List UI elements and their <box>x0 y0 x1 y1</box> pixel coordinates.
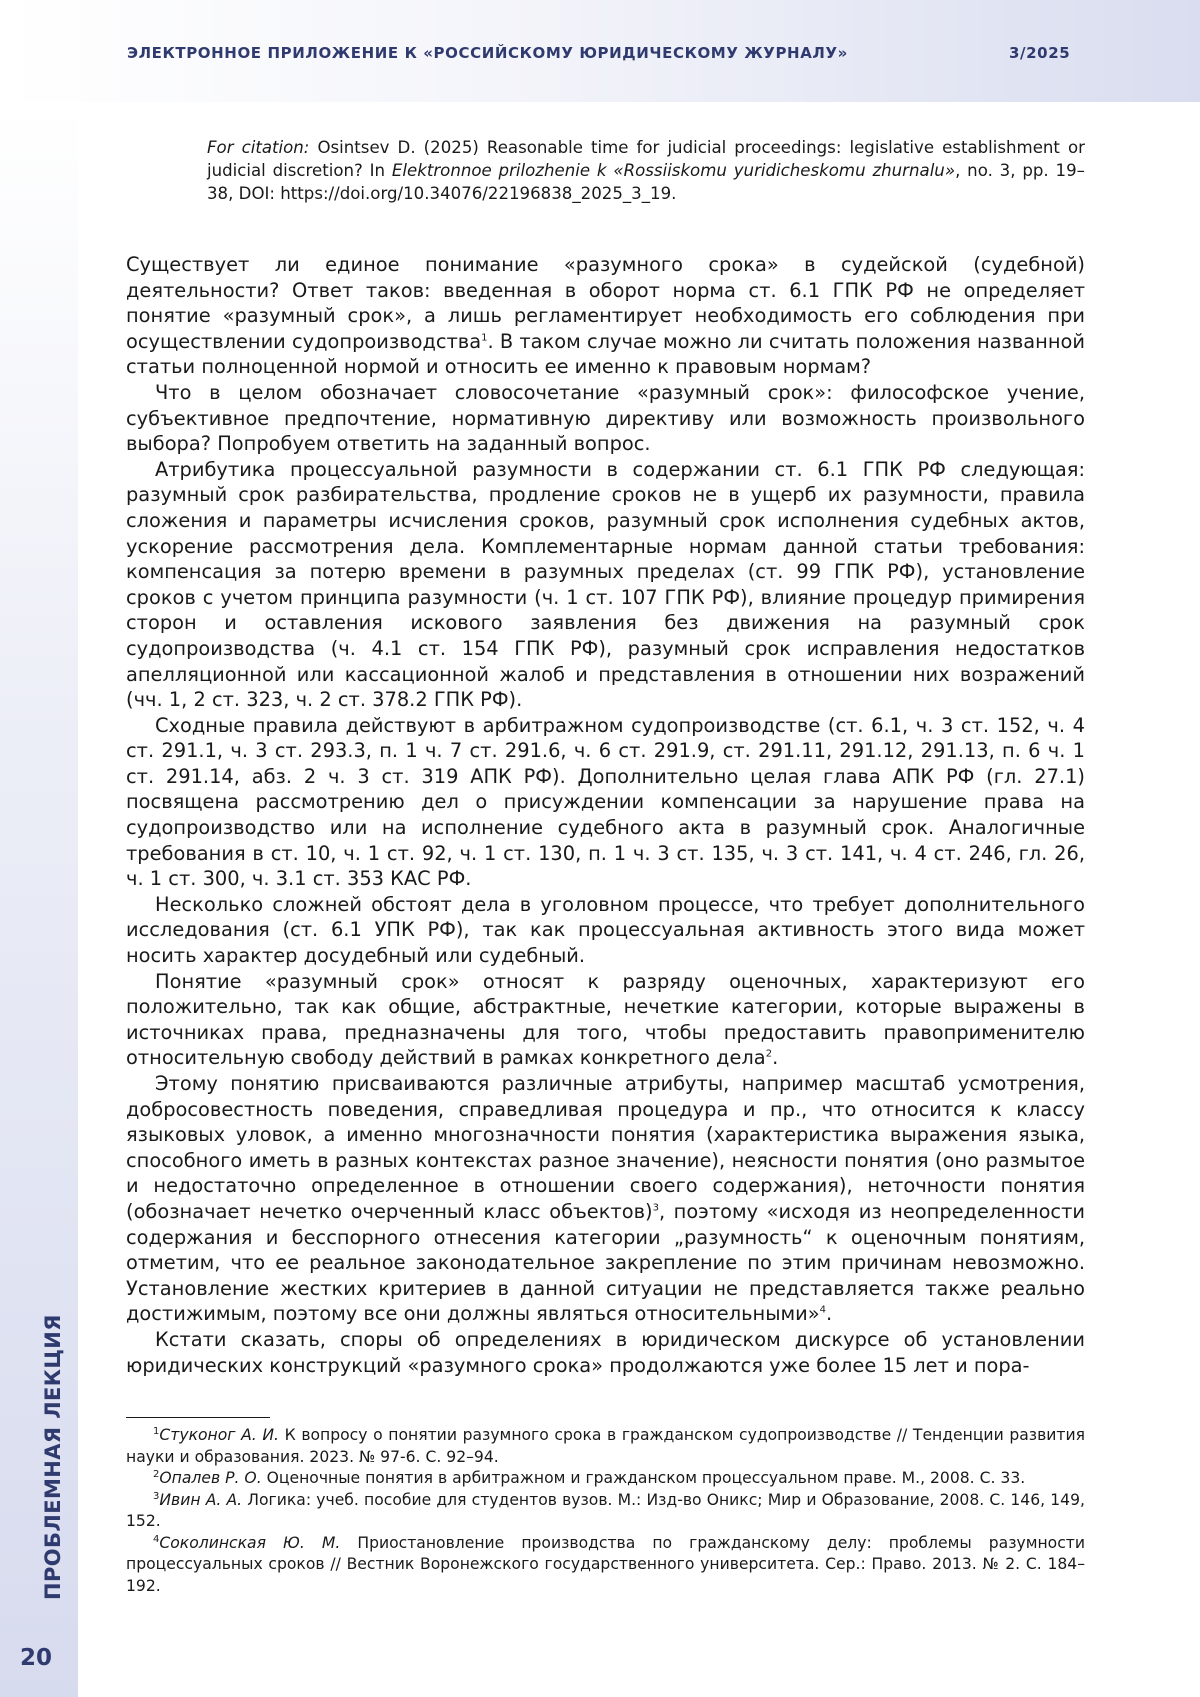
paragraph <box>126 252 1085 380</box>
footnote-ref: 1 <box>481 332 487 343</box>
footnote <box>126 1533 1085 1598</box>
citation-journal: Elektronnoe prilozhenie k «Rossiiskomu yuridicheskomu zhurnalu» <box>392 161 955 180</box>
footnote-text: К вопросу о понятии разумного срока в гражданском судопроизводстве // Тенденции развития науки и образования. 2023. № 97-6. С. 92–94. <box>126 1426 1085 1466</box>
paragraph <box>126 969 1085 1071</box>
journal-title: ЭЛЕКТРОННОЕ ПРИЛОЖЕНИЕ К «РОССИЙСКОМУ ЮРИДИЧЕСКОМУ ЖУРНАЛУ» <box>127 44 848 62</box>
footnote-author: Стуконог А. И. <box>159 1426 279 1444</box>
footnote-number: 3 <box>153 1490 159 1501</box>
citation-label: For citation: <box>207 138 309 157</box>
footnote-text: Приостановление производства по гражданскому делу: проблемы разумности процессуальных сроков // Вестник Воронежского государственного университета. Сер.: Право. 2013. № 2. С. 184–192. <box>126 1534 1085 1595</box>
footnote <box>126 1468 1085 1490</box>
paragraph-text: . <box>826 1302 832 1325</box>
footnote-text: Логика: учеб. пособие для студентов вузов. М.: Изд-во Оникс; Мир и Образование, 2008. С. 146, 149, 152. <box>126 1491 1085 1531</box>
paragraph-text: Существует ли единое понимание «разумного срока» в судейской (судебной) деятельности? Ответ таков: введенная в оборот норма ст. 6.1 ГПК РФ не определяет понятие «разумный срок», а лишь регламентирует необходимость его соблюдения при осуществлении судопроизводства <box>126 253 1085 353</box>
footnote-ref: 4 <box>820 1305 826 1316</box>
article-body <box>126 252 1085 1378</box>
paragraph: Атрибутика процессуальной разумности в содержании ст. 6.1 ГПК РФ следующая: разумный срок разбирательства, продление сроков не в ущерб их разумности, правила сложения и параметры исчисления сроков, разумный срок исполнения судебных актов, ускорение рассмотрения дела. Комплементарные нормам данной статьи требования: компенсация за потерю времени в разумных пределах (ст. 99 ГПК РФ), установление сроков с учетом принципа разумности (ч. 1 ст. 107 ГПК РФ), влияние процедур примирения сторон и оставления искового заявления без движения на разумный срок судопроизводства (ч. 4.1 ст. 154 ГПК РФ), разумный срок исправления недостатков апелляционной или кассационной жалоб и представления в отношении них возражений (чч. 1, 2 ст. 323, ч. 2 ст. 378.2 ГПК РФ). <box>126 457 1085 713</box>
issue-number: 3/2025 <box>1009 44 1070 62</box>
citation-text-a: Osintsev D. (2025) Reasonable time for judicial proceedings: legislative establishment or judicial discretion? In <box>207 138 1085 180</box>
paragraph: Кстати сказать, споры об определениях в юридическом дискурсе об установлении юридических конструкций «разумного срока» продолжаются уже более 15 лет и пора- <box>126 1327 1085 1378</box>
footnote <box>126 1425 1085 1468</box>
footnote-number: 2 <box>153 1469 159 1480</box>
citation-block <box>207 136 1085 205</box>
paragraph: Что в целом обозначает словосочетание «разумный срок»: философское учение, субъективное предпочтение, нормативную директиву или возможность произвольного выбора? Попробуем ответить на заданный вопрос. <box>126 380 1085 457</box>
section-label: ПРОБЛЕМНАЯ ЛЕКЦИЯ <box>41 1314 65 1600</box>
footnote-text: Оценочные понятия в арбитражном и гражданском процессуальном праве. М., 2008. С. 33. <box>262 1469 1026 1487</box>
footnote-number: 4 <box>153 1533 159 1544</box>
paragraph-text: , поэтому «исходя из неопределенности содержания и бесспорного отнесения категории „разумность“ к оценочным понятиям, отметим, что ее реальное законодательное закрепление по этим причинам невозможно. Установление жестких критериев в данной ситуации не представляется также реально достижимым, поэтому все они должны являться относительными» <box>126 1200 1085 1325</box>
paragraph <box>126 1071 1085 1327</box>
paragraph-text: . В таком случае можно ли считать положения названной статьи полноценной нормой и относить ее именно к правовым нормам? <box>126 330 1085 379</box>
footnote-author: Ивин А. А. <box>159 1491 242 1509</box>
footnote-ref: 3 <box>653 1203 659 1214</box>
footnote-number: 1 <box>153 1426 159 1437</box>
paragraph-text: Понятие «разумный срок» относят к разряду оценочных, характеризуют его положительно, так как общие, абстрактные, нечеткие категории, которые выражены в источниках права, предназначены для того, чтобы предоставить правоприменителю относительную свободу действий в рамках конкретного дела <box>126 970 1085 1070</box>
footnote-author: Опалев Р. О. <box>159 1469 261 1487</box>
citation-text-b: , no. 3, pp. 19–38, DOI: https://doi.org/10.34076/22196838_2025_3_19. <box>207 161 1085 203</box>
side-band <box>0 102 78 1697</box>
footnote-author: Соколинская Ю. М. <box>159 1534 340 1552</box>
footnote-divider <box>126 1417 270 1418</box>
paragraph: Сходные правила действуют в арбитражном судопроизводстве (ст. 6.1, ч. 3 ст. 152, ч. 4 ст. 291.1, ч. 3 ст. 293.3, п. 1 ч. 7 ст. 291.6, ч. 6 ст. 291.9, ст. 291.11, 291.12, 291.13, п. 6 ч. 1 ст. 291.14, абз. 2 ч. 3 ст. 319 АПК РФ). Дополнительно целая глава АПК РФ (гл. 27.1) посвящена рассмотрению дел о присуждении компенсации за нарушение права на судопроизводство или на исполнение судебного акта в разумный срок. Аналогичные требования в ст. 10, ч. 1 ст. 92, ч. 1 ст. 130, п. 1 ч. 3 ст. 135, ч. 3 ст. 141, ч. 4 ст. 246, гл. 26, ч. 1 ст. 300, ч. 3.1 ст. 353 КАС РФ. <box>126 713 1085 892</box>
paragraph-text: . <box>772 1046 778 1069</box>
footnotes <box>126 1425 1085 1597</box>
footnote <box>126 1490 1085 1533</box>
paragraph-text: Этому понятию присваиваются различные атрибуты, например масштаб усмотрения, добросовестность поведения, справедливая процедура и пр., что относится к классу языковых уловок, а именно многозначности понятия (характеристика выражения языка, способного иметь в разных контекстах разное значение), неясности понятия (оно размытое и недостаточно определенное в отношении своего содержания), неточности понятия (обозначает нечетко очерченный класс объектов) <box>126 1072 1085 1223</box>
footnote-ref: 2 <box>766 1049 772 1060</box>
paragraph: Несколько сложней обстоят дела в уголовном процессе, что требует дополнительного исследования (ст. 6.1 УПК РФ), так как процессуальная активность этого вида может носить характер досудебный или судебный. <box>126 892 1085 969</box>
page-number: 20 <box>20 1645 52 1671</box>
